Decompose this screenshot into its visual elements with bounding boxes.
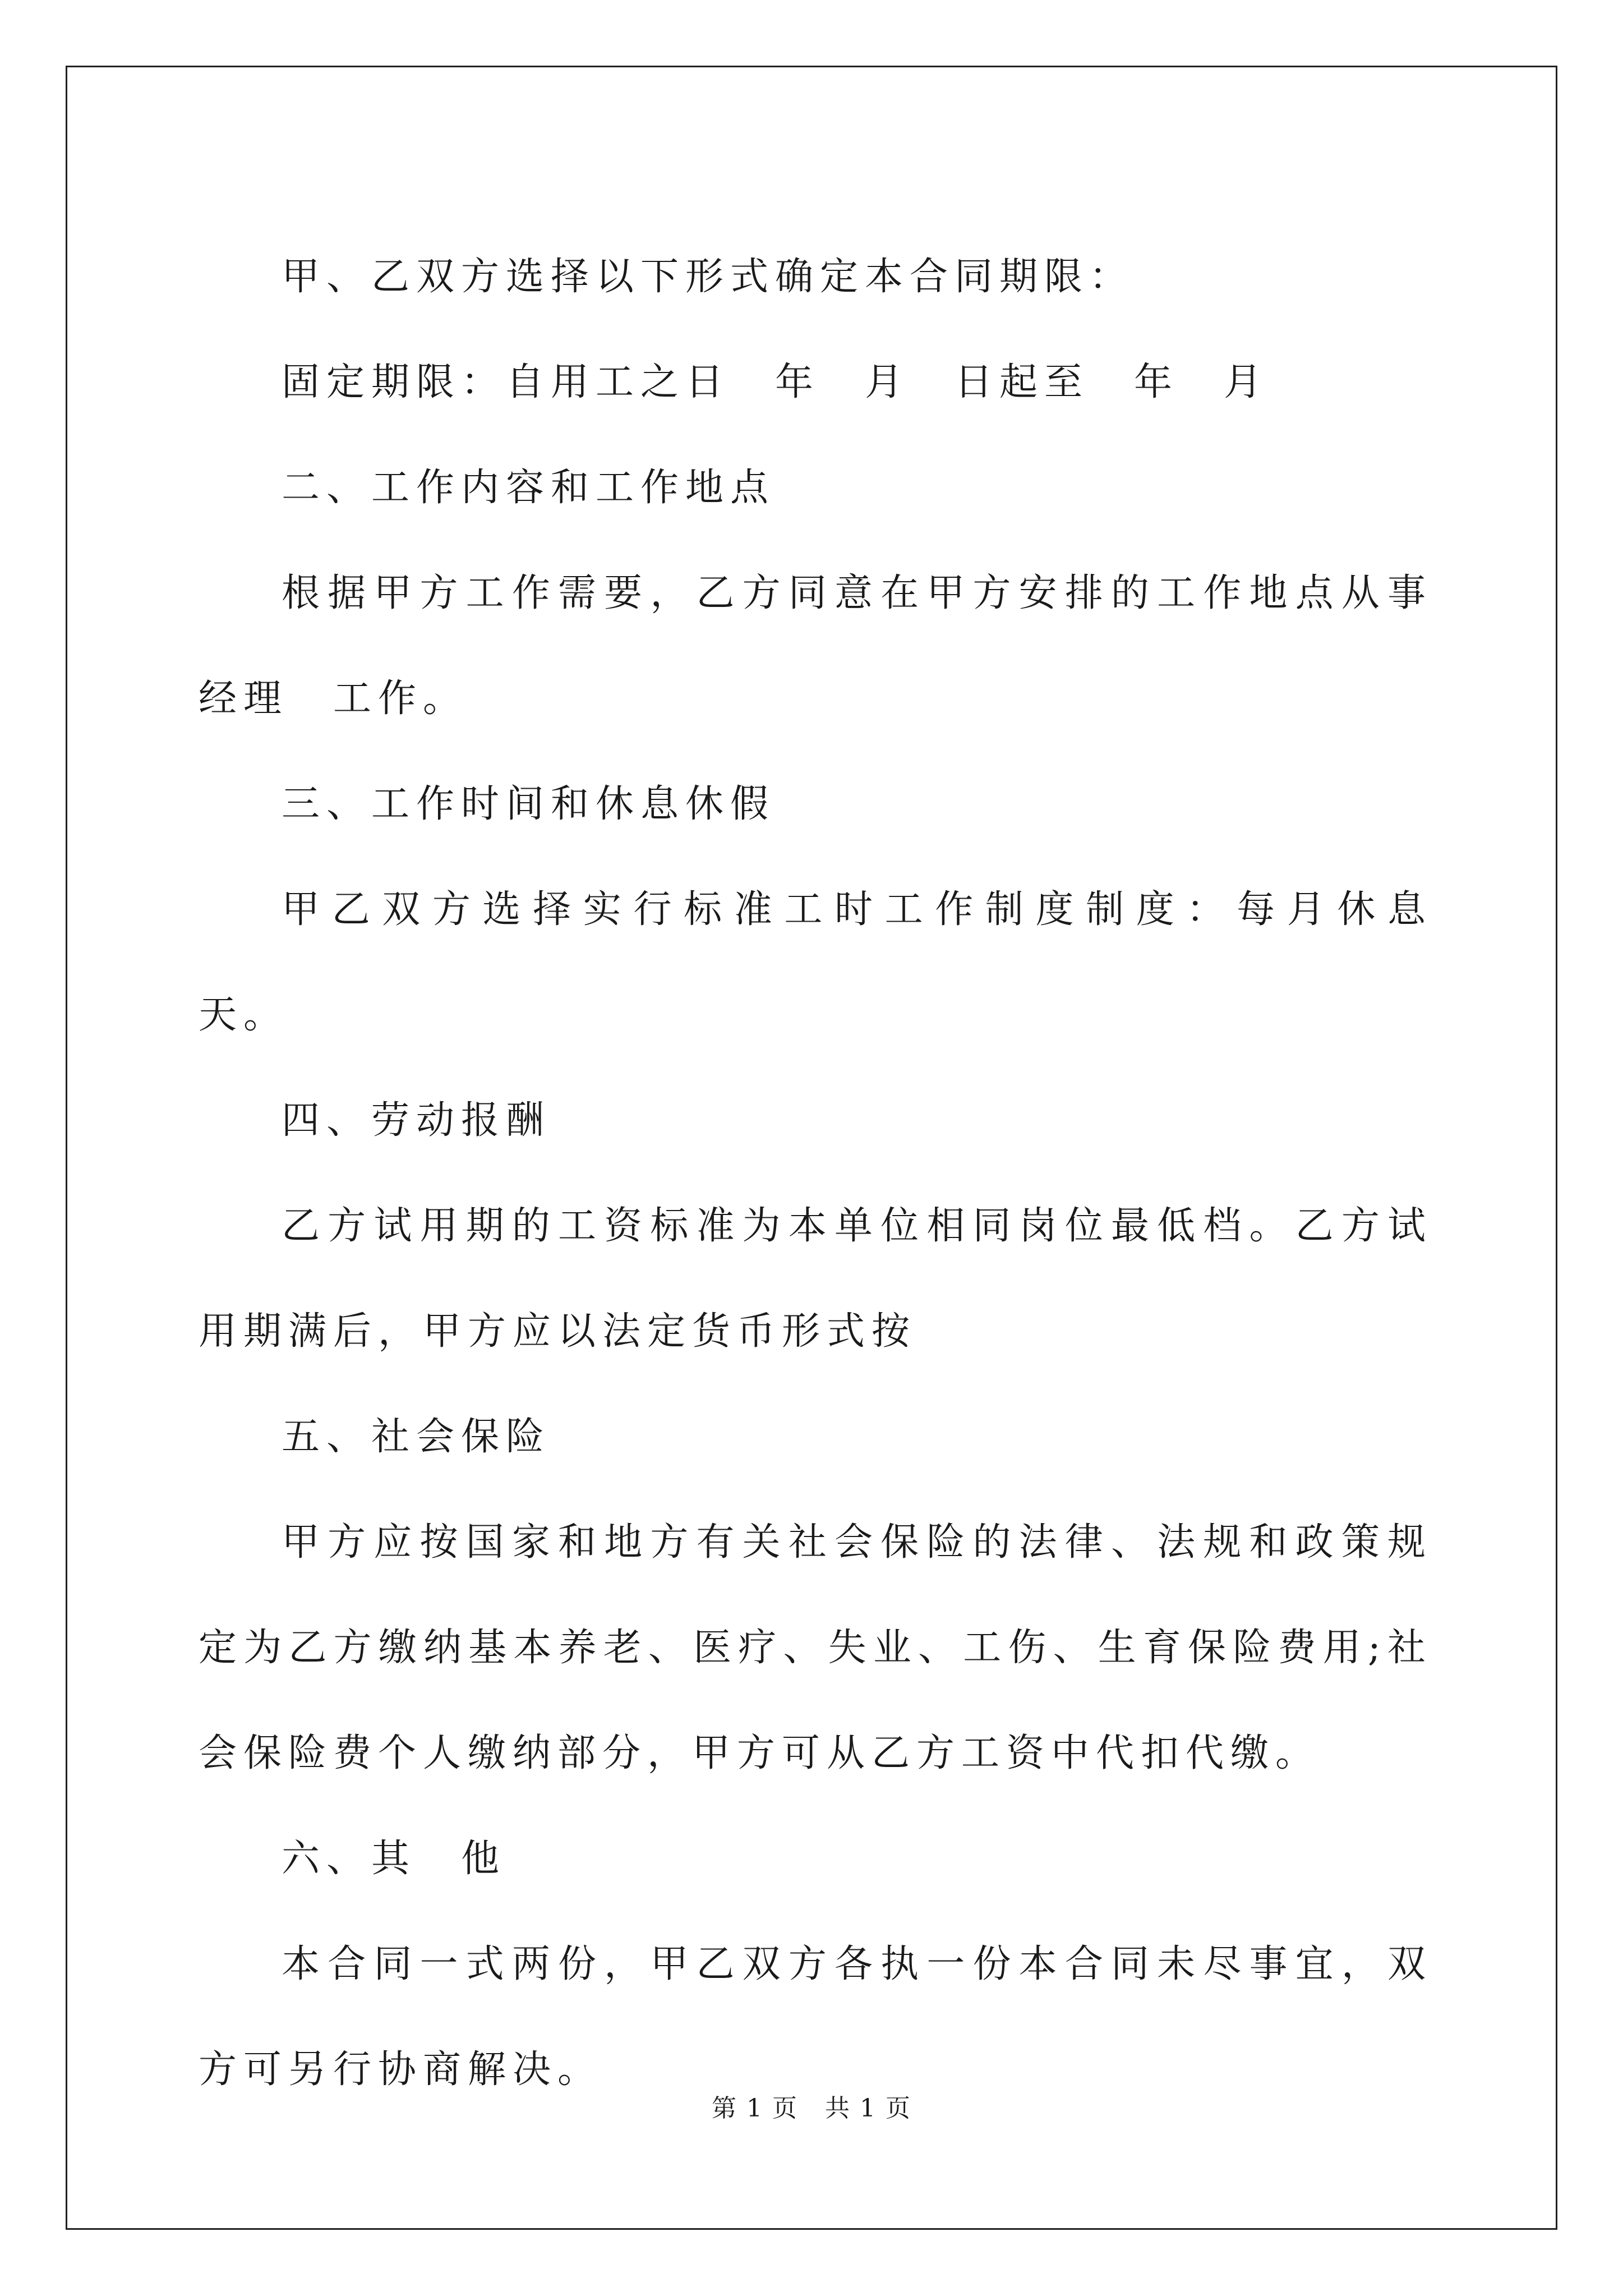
section-heading-social-insurance: 五、社会保险 bbox=[282, 1415, 551, 1459]
section-heading-work-content: 二、工作内容和工作地点 bbox=[282, 466, 776, 510]
paragraph-fixed-term: 固定期限：自用工之日 年 月 日起至 年 月 bbox=[282, 360, 1269, 404]
section-heading-work-hours: 三、工作时间和休息休假 bbox=[282, 782, 776, 826]
paragraph-work-hours: 甲乙双方选择实行标准工时工作制度制度：每月休息 天。 bbox=[199, 887, 1478, 1037]
paragraph-term-selection: 甲、乙双方选择以下形式确定本合同期限： bbox=[282, 255, 1135, 299]
document-body bbox=[199, 224, 1478, 2123]
paragraph-other: 本合同一式两份，甲乙双方各执一份本合同未尽事宜，双方可另行协商解决。 bbox=[199, 1942, 1432, 2092]
paragraph-social-insurance: 甲方应按国家和地方有关社会保险的法律、法规和政策规定为乙方缴纳基本养老、医疗、失业、工伤、生育保险费用;社会保险费个人缴纳部分，甲方可从乙方工资中代扣代缴。 bbox=[199, 1520, 1432, 1775]
paragraph-work-content: 根据甲方工作需要，乙方同意在甲方安排的工作地点从事经理 工作。 bbox=[199, 571, 1432, 721]
page-number-total: 共 1 页 bbox=[825, 2094, 911, 2123]
page-number-current: 第 1 页 bbox=[712, 2094, 798, 2123]
page-footer bbox=[0, 2088, 1623, 2124]
section-heading-compensation: 四、劳动报酬 bbox=[282, 1098, 551, 1143]
paragraph-compensation: 乙方试用期的工资标准为本单位相同岗位最低档。乙方试用期满后，甲方应以法定货币形式按 bbox=[199, 1204, 1432, 1354]
section-heading-other: 六、其 他 bbox=[282, 1837, 506, 1881]
